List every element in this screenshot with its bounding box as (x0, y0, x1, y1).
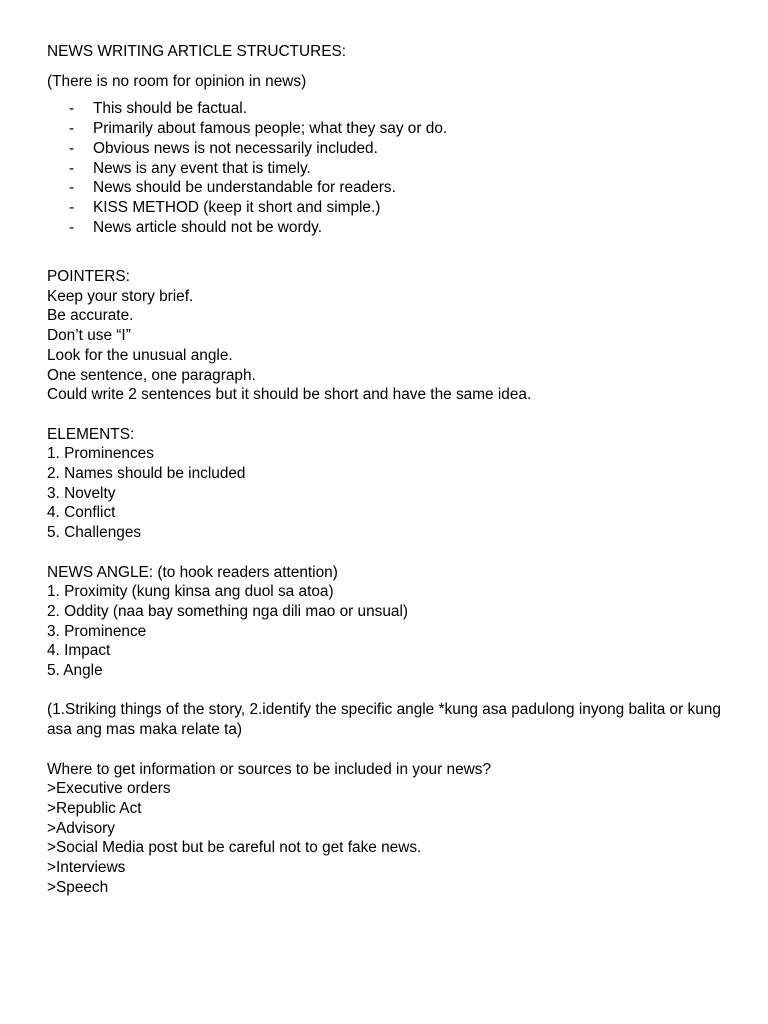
bullet-item (47, 218, 737, 238)
spacer (47, 543, 737, 563)
elements-item: 3. Novelty (47, 484, 116, 502)
document-page (47, 42, 737, 897)
bullet-text: News should be understandable for readers. (93, 179, 396, 197)
elements-item: 2. Names should be included (47, 465, 246, 483)
angle-note: (1.Striking things of the story, 2.identify the specific angle *kung asa padulong inyong balita or kung asa ang mas maka relate ta) (47, 701, 721, 739)
elements-item: 5. Challenges (47, 524, 142, 542)
sources-section (47, 760, 737, 898)
bullet-item (47, 99, 737, 119)
sources-item: >Interviews (47, 859, 126, 877)
pointer-line: Be accurate. (47, 307, 134, 325)
elements-item: 1. Prominences (47, 445, 154, 463)
elements-section (47, 425, 737, 543)
news-angle-item: 4. Impact (47, 642, 111, 660)
pointer-line: Don’t use “I” (47, 327, 131, 345)
news-angle-item: 1. Proximity (kung kinsa ang duol sa atoa) (47, 583, 334, 601)
spacer (47, 681, 737, 701)
news-angle-item: 2. Oddity (naa bay something nga dili mao or unsual) (47, 602, 409, 620)
bullet-dash: - (69, 100, 75, 118)
news-angle-section (47, 563, 737, 681)
pointer-line: Keep your story brief. (47, 287, 194, 305)
bullet-dash: - (69, 139, 75, 157)
bullet-text: This should be factual. (93, 100, 247, 118)
news-angle-heading: NEWS ANGLE: (to hook readers attention) (47, 563, 338, 581)
spacer (47, 257, 737, 267)
bullet-item (47, 178, 737, 198)
pointers-section (47, 267, 737, 405)
document-title: NEWS WRITING ARTICLE STRUCTURES: (47, 43, 346, 60)
bullet-dash: - (69, 120, 75, 138)
spacer (47, 62, 737, 72)
bullet-item (47, 159, 737, 179)
sources-item: >Executive orders (47, 780, 171, 798)
bullet-text: News is any event that is timely. (93, 159, 311, 177)
pointer-line: Could write 2 sentences but it should be short and have the same idea. (47, 386, 532, 404)
sources-item: >Social Media post but be careful not to get fake news. (47, 839, 422, 857)
news-angle-item: 3. Prominence (47, 622, 147, 640)
bullet-dash: - (69, 198, 75, 216)
bullet-dash: - (69, 218, 75, 236)
sources-item: >Republic Act (47, 799, 142, 817)
pointers-heading: POINTERS: (47, 268, 130, 286)
document-subtitle: (There is no room for opinion in news) (47, 72, 307, 90)
spacer (47, 237, 737, 257)
sources-item: >Advisory (47, 819, 116, 837)
bullet-text: Primarily about famous people; what they say or do. (93, 120, 448, 138)
bullet-item (47, 119, 737, 139)
bullet-text: News article should not be wordy. (93, 218, 322, 236)
elements-item: 4. Conflict (47, 504, 116, 522)
news-angle-item: 5. Angle (47, 662, 103, 680)
bullet-text: KISS METHOD (keep it short and simple.) (93, 198, 381, 216)
bullet-list (47, 99, 737, 237)
spacer (47, 405, 737, 425)
bullet-item (47, 139, 737, 159)
bullet-dash: - (69, 159, 75, 177)
spacer (47, 740, 737, 760)
pointer-line: One sentence, one paragraph. (47, 366, 256, 384)
sources-heading: Where to get information or sources to be included in your news? (47, 760, 491, 778)
elements-heading: ELEMENTS: (47, 425, 135, 443)
sources-item: >Speech (47, 878, 109, 896)
pointer-line: Look for the unusual angle. (47, 346, 233, 364)
bullet-dash: - (69, 179, 75, 197)
bullet-text: Obvious news is not necessarily included. (93, 139, 378, 157)
bullet-item (47, 198, 737, 218)
